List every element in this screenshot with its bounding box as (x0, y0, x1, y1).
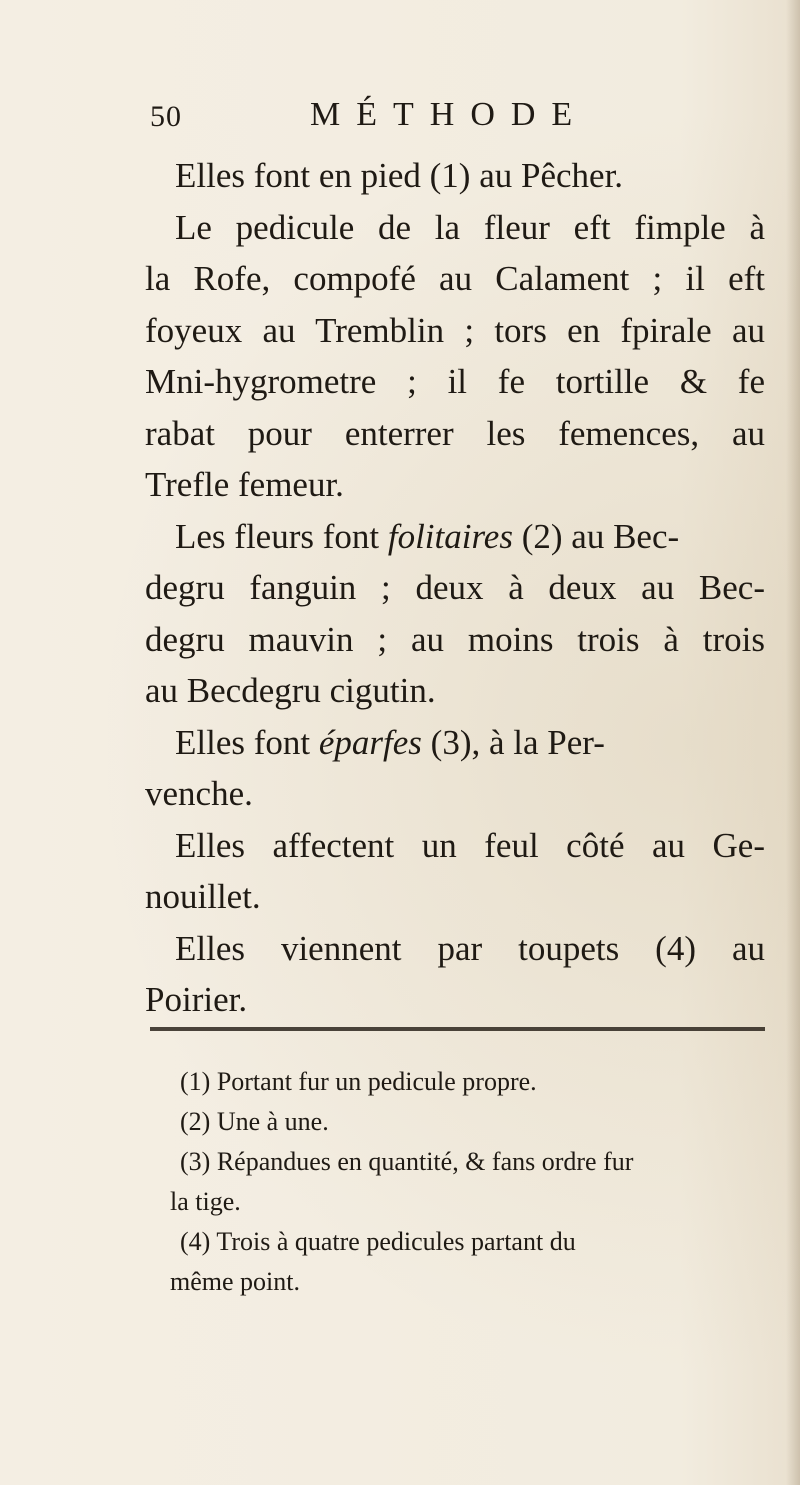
footnote: (2) Une à une. (180, 1107, 329, 1136)
text-line: degru mauvin ; au moins trois à trois (145, 619, 765, 659)
text-segment: Elles font (175, 722, 311, 762)
page-number: 50 (150, 100, 182, 133)
text-line: Elles viennent par toupets (4) au (175, 928, 765, 968)
text-line: Le pedicule de la fleur eft fimple à (175, 207, 765, 247)
text-line: venche. (145, 774, 253, 813)
footnote: (4) Trois à quatre pedicules partant du (180, 1227, 576, 1256)
text-line: nouillet. (145, 877, 261, 916)
footnote-continuation: même point. (170, 1267, 300, 1296)
text-line (145, 717, 765, 769)
text-segment: Les fleurs font (175, 516, 380, 556)
text-line: Elles affectent un feul côté au Ge- (175, 825, 765, 865)
italic-term: éparfes (318, 722, 422, 762)
text-line: la Rofe, compofé au Calament ; il eft (145, 259, 765, 298)
text-line: Trefle femeur. (145, 465, 344, 504)
text-line: au Becdegru cigutin. (145, 671, 436, 710)
text-segment: (2) au Bec- (521, 516, 680, 556)
footnote: (1) Portant fur un pedicule propre. (180, 1067, 537, 1096)
page-header (150, 92, 750, 142)
footnote-continuation: la tige. (170, 1187, 241, 1216)
body-text (145, 150, 765, 1026)
text-segment: (3), à la Per- (430, 722, 605, 762)
text-line: rabat pour enterrer les femences, au (145, 413, 765, 453)
text-line: degru fanguin ; deux à deux au Bec- (145, 568, 765, 607)
footnotes (170, 1062, 765, 1302)
text-line: Mni-hygrometre ; il fe tortille & fe (145, 362, 765, 401)
page-edge-shadow (786, 0, 800, 1485)
text-line: foyeux au Tremblin ; tors en fpirale au (145, 310, 765, 350)
footnote: (3) Répandues en quantité, & fans ordre fur (180, 1147, 634, 1176)
italic-term: folitaires (387, 516, 513, 556)
text-line: Poirier. (145, 980, 248, 1019)
text-line (145, 511, 765, 563)
footnote-divider (150, 1027, 765, 1031)
text-line: Elles font en pied (1) au Pêcher. (175, 156, 624, 195)
running-title: MÉTHODE (310, 96, 589, 133)
